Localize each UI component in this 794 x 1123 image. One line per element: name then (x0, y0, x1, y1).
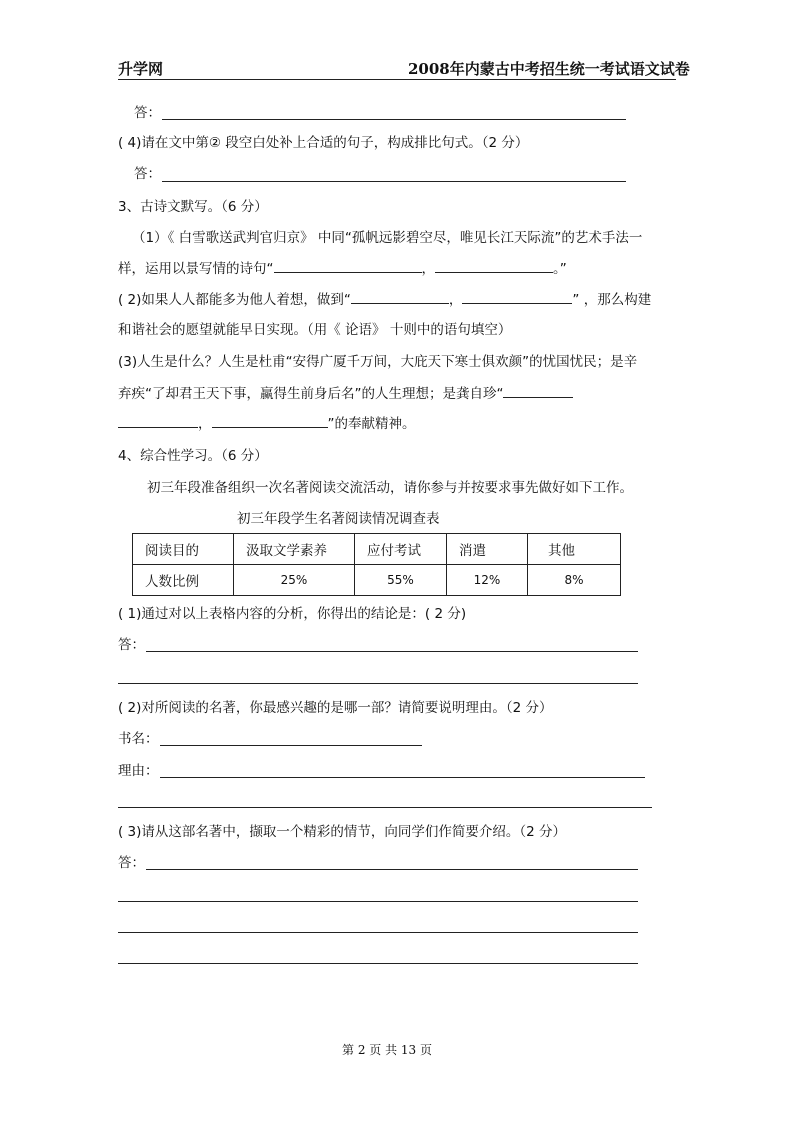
table-header-cell: 消遣 (447, 534, 528, 565)
blank-line[interactable] (212, 415, 328, 428)
table-caption: 初三年段学生名著阅读情况调查表 (237, 511, 440, 527)
text-fragment: 样，运用以景写情的诗句“ (118, 261, 274, 277)
answer-label: 答： (134, 105, 161, 121)
answer-line[interactable] (118, 932, 638, 933)
table-cell: 55% (355, 565, 447, 596)
s3-p3-line2 (118, 385, 573, 403)
text-fragment: 弃疾“了却君王天下事，赢得生前身后名”的人生理想；是龚自珍“ (118, 386, 504, 402)
table-header-cell: 应付考试 (355, 534, 447, 565)
table-header-cell: 阅读目的 (133, 534, 234, 565)
text-fragment: ， (421, 261, 435, 277)
page-number: 第 2 页 共 13 页 (342, 1043, 432, 1057)
table-row (133, 565, 621, 596)
answer-line[interactable] (118, 683, 638, 684)
table-cell: 8% (528, 565, 621, 596)
answer-line[interactable] (162, 181, 626, 182)
s3-p1-line2 (118, 260, 567, 278)
blank-line[interactable] (503, 385, 573, 398)
blank-line[interactable] (435, 260, 553, 273)
section-3-title: 3、古诗文默写。（6 分） (118, 199, 268, 215)
answer-line[interactable] (162, 119, 626, 120)
table-header-row (133, 534, 621, 565)
s4-intro: 初三年段准备组织一次名著阅读交流活动，请你参与并按要求事先做好如下工作。 (147, 480, 633, 496)
text-fragment: ”的奉献精神。 (327, 416, 416, 432)
text-fragment: ， (198, 416, 212, 432)
answer-line[interactable] (146, 869, 638, 870)
book-answer-line[interactable] (160, 745, 422, 746)
s3-p3-line3 (118, 415, 416, 433)
table-header-cell: 汲取文学素养 (234, 534, 355, 565)
book-label: 书名： (118, 731, 159, 747)
reason-answer-line[interactable] (160, 777, 645, 778)
s3-p2-line2: 和谐社会的愿望就能早日实现。（用《 论语》 十则中的语句填空） (118, 322, 512, 338)
reason-label: 理由： (118, 763, 159, 779)
table-header-cell: 其他 (528, 534, 621, 565)
text-fragment: ( 2)如果人人都能多为他人着想，做到“ (118, 292, 351, 308)
s4-question-2: ( 2)对所阅读的名著，你最感兴趣的是哪一部？请简要说明理由。（2 分） (118, 700, 553, 716)
section-4-title: 4、综合性学习。（6 分） (118, 448, 268, 464)
blank-line[interactable] (351, 291, 449, 304)
text-fragment: ” ，那么构建 (572, 292, 652, 308)
exam-title: 2008年内蒙古中考招生统一考试语文试卷 (408, 60, 690, 78)
site-name: 升学网 (118, 60, 164, 78)
text-fragment: ， (448, 292, 463, 308)
survey-table (132, 533, 621, 596)
s4-question-3: ( 3)请从这部名著中，撷取一个精彩的情节，向同学们作简要介绍。（2 分） (118, 824, 567, 840)
text-fragment: 。” (553, 261, 567, 277)
blank-line[interactable] (118, 415, 198, 428)
table-row-label: 人数比例 (133, 565, 234, 596)
answer-line[interactable] (118, 901, 638, 902)
header-rule (118, 79, 676, 80)
s3-p3-line1: (3)人生是什么？人生是杜甫“安得广厦千万间，大庇天下寒士俱欢颜”的忧国忧民；是辛 (118, 354, 638, 370)
s3-p1-line1: （1）《 白雪歌送武判官归京》 中同“孤帆远影碧空尽，唯见长江天际流”的艺术手法一 (132, 230, 643, 246)
blank-line[interactable] (274, 260, 422, 273)
answer-label: 答： (118, 855, 145, 871)
s4-question-1: ( 1)通过对以上表格内容的分析，你得出的结论是：( 2 分) (118, 606, 467, 622)
answer-line[interactable] (118, 963, 638, 964)
blank-line[interactable] (462, 291, 572, 304)
answer-label: 答： (118, 637, 145, 653)
table-cell: 25% (234, 565, 355, 596)
s3-p2-line1 (118, 291, 651, 309)
answer-line[interactable] (146, 651, 638, 652)
table-cell: 12% (447, 565, 528, 596)
question-4-4: ( 4)请在文中第② 段空白处补上合适的句子，构成排比句式。（2 分） (118, 135, 529, 151)
answer-line[interactable] (118, 807, 652, 808)
answer-label: 答： (134, 166, 161, 182)
